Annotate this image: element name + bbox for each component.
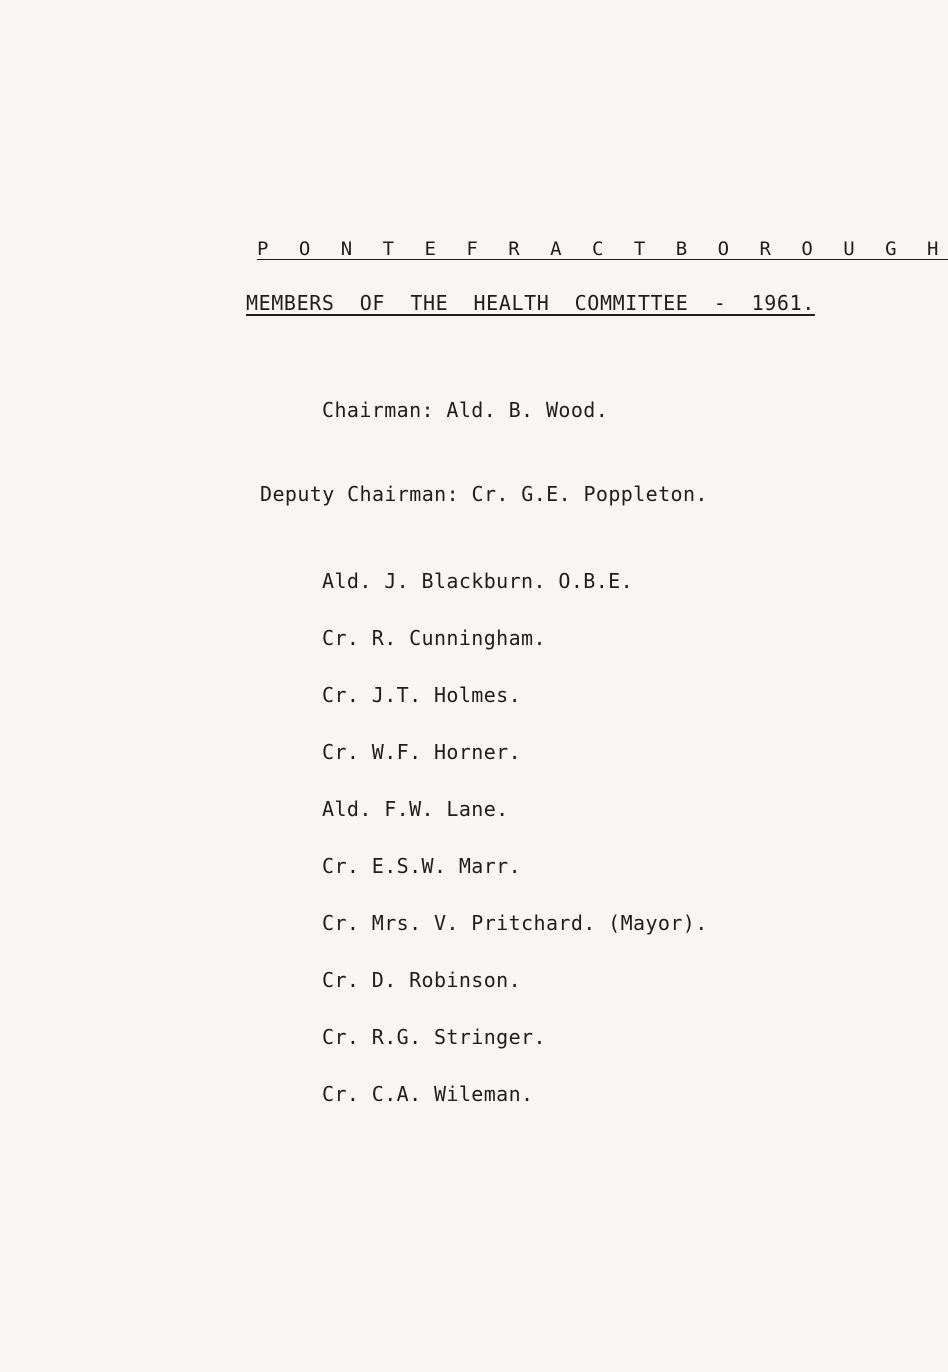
member-line: Ald. J. Blackburn. O.B.E. xyxy=(322,569,634,593)
member-line: Cr. R.G. Stringer. xyxy=(322,1025,546,1049)
member-line: Cr. D. Robinson. xyxy=(322,968,522,992)
chairman-line: Chairman: Ald. B. Wood. xyxy=(322,398,609,422)
member-line: Cr. J.T. Holmes. xyxy=(322,683,522,707)
borough-title: P O N T E F R A C T B O R O U G H xyxy=(257,238,948,260)
committee-title: MEMBERS OF THE HEALTH COMMITTEE - 1961. xyxy=(246,291,815,315)
member-line: Cr. C.A. Wileman. xyxy=(322,1082,534,1106)
member-line: Ald. F.W. Lane. xyxy=(322,797,509,821)
member-line: Cr. E.S.W. Marr. xyxy=(322,854,522,878)
member-line: Cr. R. Cunningham. xyxy=(322,626,546,650)
member-line: Cr. W.F. Horner. xyxy=(322,740,522,764)
member-line: Cr. Mrs. V. Pritchard. (Mayor). xyxy=(322,911,708,935)
deputy-chairman-line: Deputy Chairman: Cr. G.E. Poppleton. xyxy=(260,482,708,506)
